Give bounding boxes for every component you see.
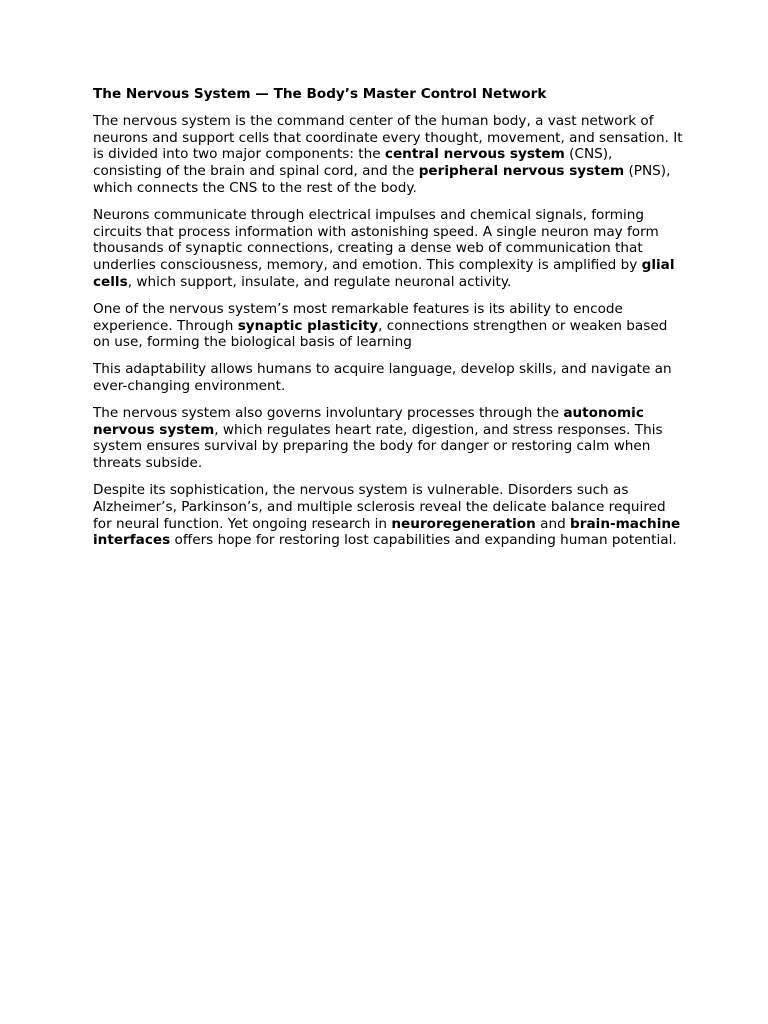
bold-term-glial-cells: glial cells [93,257,675,290]
text-run: The nervous system is the command center of the human body, a vast network of neurons and support cells that coordinate every thought, movement, and sensation. It is divided into two major components: the [93,112,683,163]
text-run: , which regulates heart rate, digestion, and stress responses. This system ensures survival by preparing the body for danger or restoring calm when threats subside. [93,421,663,472]
document-page [93,86,683,559]
paragraph-cns-pns [93,113,683,197]
text-run: This adaptability allows humans to acquire language, develop skills, and navigate an ever-changing environment. [93,361,672,394]
bold-term-cns: central nervous system [384,146,565,163]
text-run: , connections strengthen or weaken based on use, forming the biological basis of learning [93,317,668,351]
bold-term-neuroregeneration: neuroregeneration [391,515,536,532]
text-run: offers hope for restoring lost capabilities and expanding human potential. [170,532,677,549]
document-title: The Nervous System — The Body’s Master Control Network [93,86,547,102]
paragraph-vulnerability [93,482,683,549]
text-run: One of the nervous system’s most remarkable features is its ability to encode experience. Through [93,300,623,334]
text-run: and [535,515,571,532]
bold-term-autonomic: autonomic nervous system [93,404,644,438]
bold-term-synaptic-plasticity: synaptic plasticity [237,317,379,334]
text-run: Despite its sophistication, the nervous system is vulnerable. Disorders such as Alzheimer’s, Parkinson’s, and multiple sclerosis reveal the delicate balance required for neural function. Yet ongoing research in [93,481,666,532]
text-run: Neurons communicate through electrical impulses and chemical signals, forming circuits that process information with astonishing speed. A single neuron may form thousands of synaptic connections, creating a dense web of communication that underlies consciousness, memory, and emotion. This complexity is amplified by [93,206,659,274]
bold-term-bmi: brain-machine interfaces [93,515,681,549]
text-run: (CNS), consisting of the brain and spinal cord, and the [93,146,613,180]
text-run: The nervous system also governs involuntary processes through the [93,404,564,421]
bold-term-pns: peripheral nervous system [418,163,625,180]
text-run: (PNS), which connects the CNS to the rest of the body. [93,163,671,196]
paragraph-plasticity [93,301,683,351]
paragraph-autonomic [93,405,683,472]
paragraph-adaptability [93,361,683,395]
text-run: , which support, insulate, and regulate neuronal activity. [127,273,512,290]
paragraph-neurons [93,207,683,291]
